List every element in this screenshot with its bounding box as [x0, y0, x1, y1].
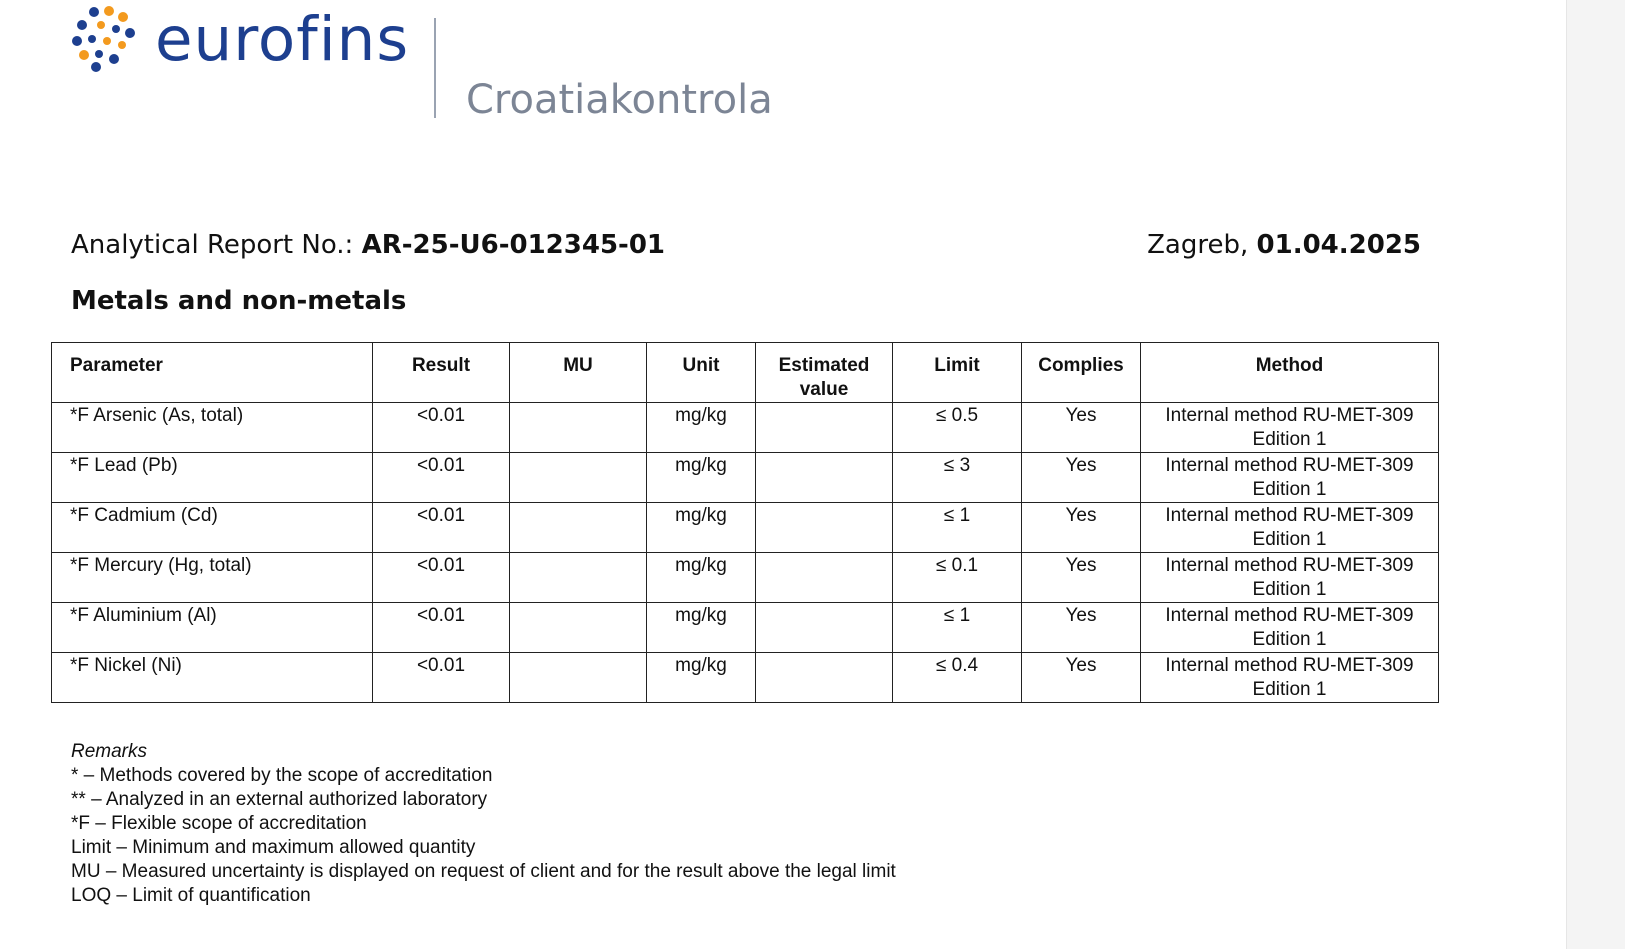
table-row	[52, 503, 1439, 553]
cell-mu	[510, 603, 647, 653]
cell-complies: Yes	[1022, 453, 1141, 503]
report-number-line	[71, 230, 665, 260]
cell-estimated	[756, 653, 893, 703]
col-header-result: Result	[373, 343, 510, 403]
cell-unit: mg/kg	[647, 503, 756, 553]
cell-estimated	[756, 403, 893, 453]
brand-divider	[434, 18, 436, 118]
col-header-unit: Unit	[647, 343, 756, 403]
cell-parameter: *F Arsenic (As, total)	[52, 403, 373, 453]
cell-limit: ≤ 0.1	[893, 553, 1022, 603]
cell-method	[1141, 553, 1439, 603]
remarks-title: Remarks	[71, 741, 148, 762]
col-header-estimated-line2: value	[799, 379, 849, 400]
cell-estimated	[756, 553, 893, 603]
remark-line: * – Methods covered by the scope of accreditation	[71, 765, 493, 786]
col-header-estimated-line1: Estimated	[778, 355, 870, 376]
table-header-row	[52, 343, 1439, 403]
brand-name: eurofins	[155, 4, 410, 75]
cell-method-line2: Edition 1	[1252, 429, 1327, 450]
cell-estimated	[756, 503, 893, 553]
cell-method-line1: Internal method RU-MET-309	[1165, 455, 1414, 476]
cell-estimated	[756, 603, 893, 653]
report-city: Zagreb,	[1147, 230, 1257, 260]
remark-line: LOQ – Limit of quantification	[71, 885, 311, 906]
cell-unit: mg/kg	[647, 453, 756, 503]
cell-mu	[510, 453, 647, 503]
cell-method	[1141, 503, 1439, 553]
cell-parameter: *F Mercury (Hg, total)	[52, 553, 373, 603]
report-label: Analytical Report No.:	[71, 230, 362, 260]
cell-parameter: *F Nickel (Ni)	[52, 653, 373, 703]
remark-line: Limit – Minimum and maximum allowed quantity	[71, 837, 476, 858]
report-date: 01.04.2025	[1256, 230, 1421, 260]
cell-unit: mg/kg	[647, 603, 756, 653]
cell-limit: ≤ 1	[893, 503, 1022, 553]
cell-limit: ≤ 0.5	[893, 403, 1022, 453]
col-header-parameter: Parameter	[52, 343, 373, 403]
cell-method-line2: Edition 1	[1252, 679, 1327, 700]
cell-limit: ≤ 1	[893, 603, 1022, 653]
cell-mu	[510, 403, 647, 453]
cell-complies: Yes	[1022, 653, 1141, 703]
cell-unit: mg/kg	[647, 653, 756, 703]
cell-unit: mg/kg	[647, 553, 756, 603]
viewer-scroll-gutter[interactable]	[1566, 0, 1625, 949]
cell-method-line2: Edition 1	[1252, 479, 1327, 500]
cell-parameter: *F Cadmium (Cd)	[52, 503, 373, 553]
cell-complies: Yes	[1022, 553, 1141, 603]
cell-complies: Yes	[1022, 503, 1141, 553]
cell-limit: ≤ 3	[893, 453, 1022, 503]
cell-parameter: *F Lead (Pb)	[52, 453, 373, 503]
col-header-mu: MU	[510, 343, 647, 403]
cell-method-line1: Internal method RU-MET-309	[1165, 505, 1414, 526]
cell-result: <0.01	[373, 403, 510, 453]
cell-method-line2: Edition 1	[1252, 529, 1327, 550]
brand-subtitle: Croatiakontrola	[466, 77, 773, 123]
cell-method-line1: Internal method RU-MET-309	[1165, 655, 1414, 676]
cell-method-line1: Internal method RU-MET-309	[1165, 555, 1414, 576]
col-header-estimated-value	[756, 343, 893, 403]
table-row	[52, 553, 1439, 603]
cell-result: <0.01	[373, 603, 510, 653]
col-header-method: Method	[1141, 343, 1439, 403]
cell-method	[1141, 603, 1439, 653]
cell-result: <0.01	[373, 503, 510, 553]
remark-line: ** – Analyzed in an external authorized laboratory	[71, 789, 488, 810]
cell-result: <0.01	[373, 653, 510, 703]
remark-line: *F – Flexible scope of accreditation	[71, 813, 367, 834]
table-row	[52, 653, 1439, 703]
cell-mu	[510, 653, 647, 703]
report-date-line	[1147, 230, 1421, 260]
cell-result: <0.01	[373, 453, 510, 503]
table-row	[52, 453, 1439, 503]
cell-result: <0.01	[373, 553, 510, 603]
cell-complies: Yes	[1022, 603, 1141, 653]
cell-mu	[510, 503, 647, 553]
remarks-block	[71, 740, 896, 908]
eurofins-logo-icon	[72, 5, 142, 75]
report-number: AR-25-U6-012345-01	[361, 230, 666, 260]
cell-method	[1141, 453, 1439, 503]
cell-method-line1: Internal method RU-MET-309	[1165, 405, 1414, 426]
remark-line: MU – Measured uncertainty is displayed on request of client and for the result above the legal limit	[71, 861, 896, 882]
cell-method-line2: Edition 1	[1252, 629, 1327, 650]
section-title: Metals and non-metals	[71, 286, 407, 316]
col-header-complies: Complies	[1022, 343, 1141, 403]
cell-limit: ≤ 0.4	[893, 653, 1022, 703]
cell-parameter: *F Aluminium (Al)	[52, 603, 373, 653]
col-header-limit: Limit	[893, 343, 1022, 403]
table-row	[52, 603, 1439, 653]
cell-unit: mg/kg	[647, 403, 756, 453]
cell-method	[1141, 403, 1439, 453]
cell-complies: Yes	[1022, 403, 1141, 453]
cell-estimated	[756, 453, 893, 503]
cell-mu	[510, 553, 647, 603]
cell-method	[1141, 653, 1439, 703]
results-table	[51, 342, 1439, 703]
table-row	[52, 403, 1439, 453]
cell-method-line1: Internal method RU-MET-309	[1165, 605, 1414, 626]
cell-method-line2: Edition 1	[1252, 579, 1327, 600]
